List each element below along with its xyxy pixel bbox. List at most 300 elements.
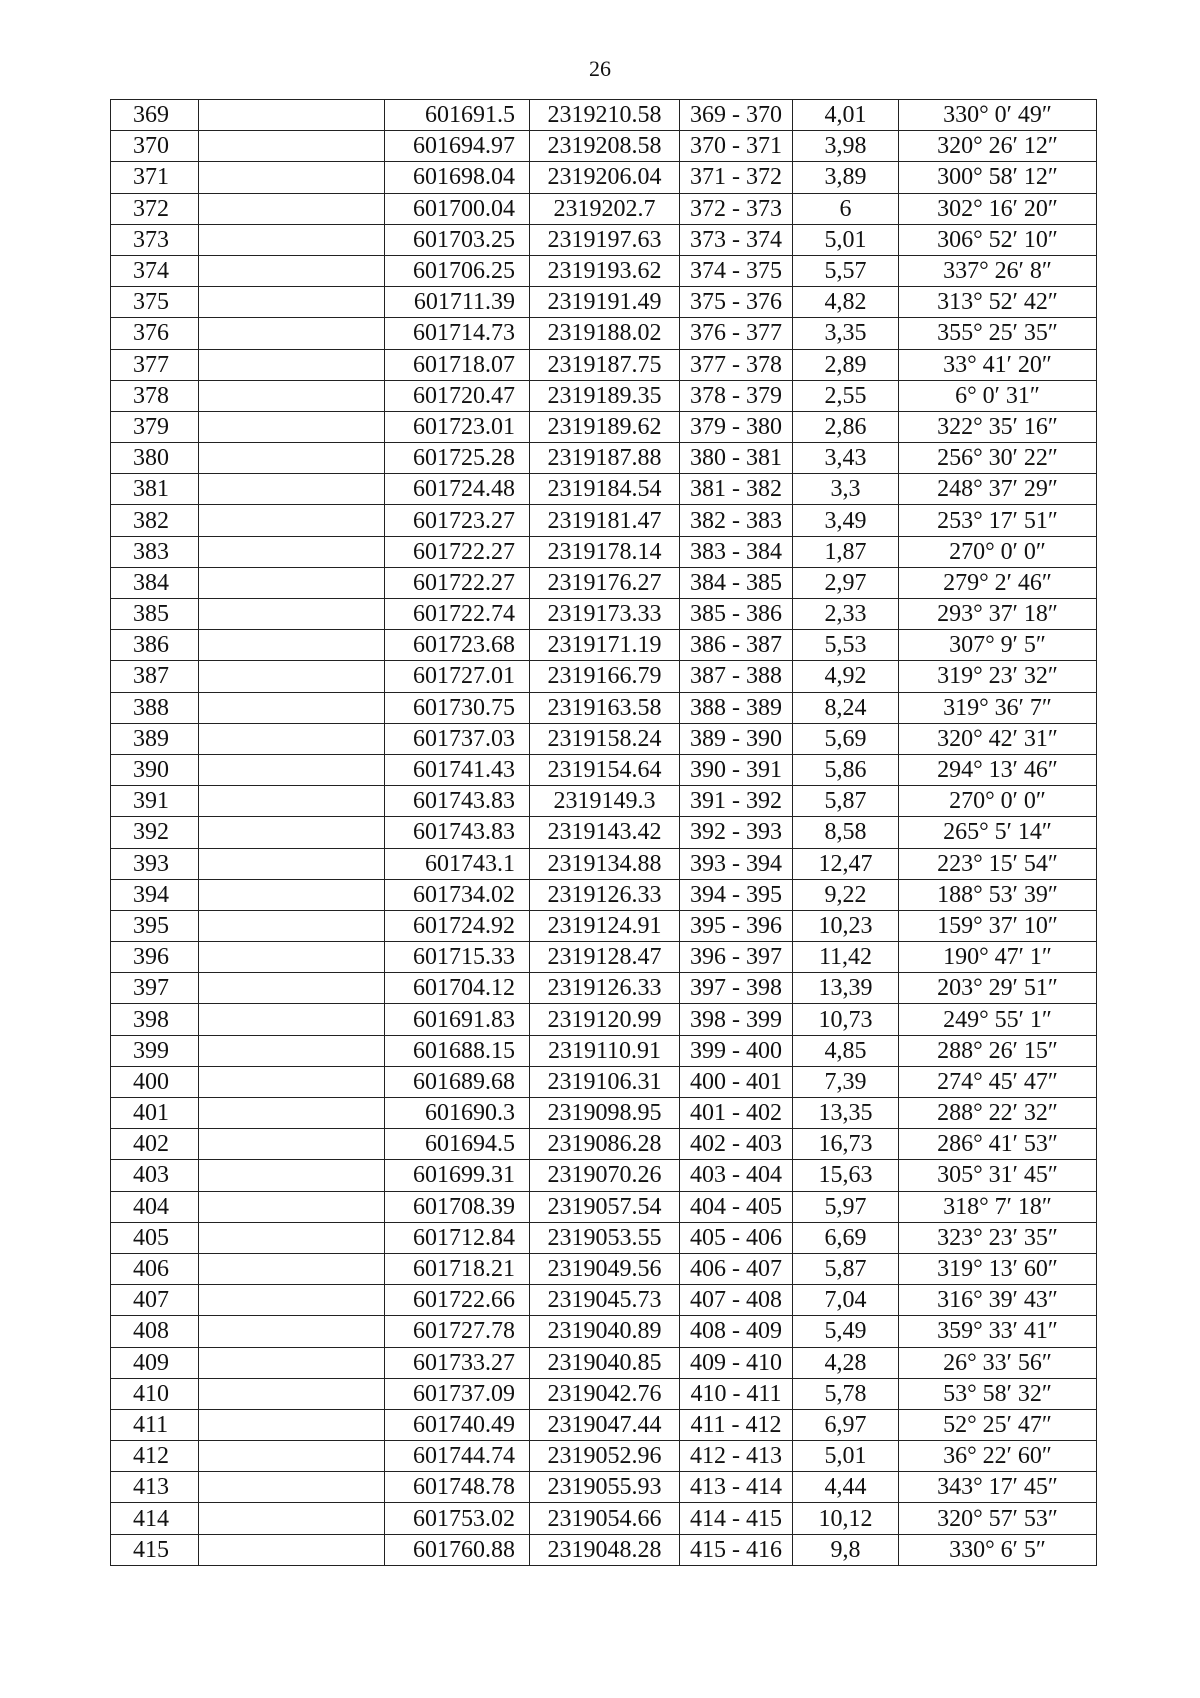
table-row (111, 1160, 1097, 1191)
cell-point-number: 402 (111, 1129, 199, 1160)
cell-segment: 373 - 374 (680, 224, 793, 255)
cell-point-number: 404 (111, 1191, 199, 1222)
cell-coord-x: 601689.68 (385, 1066, 530, 1097)
table-row (111, 599, 1097, 630)
cell-bearing: 26° 33′ 56″ (899, 1347, 1097, 1378)
cell-coord-y: 2319193.62 (530, 255, 680, 286)
cell-segment: 404 - 405 (680, 1191, 793, 1222)
cell-length: 13,35 (793, 1098, 899, 1129)
cell-length: 2,86 (793, 411, 899, 442)
cell-coord-y: 2319202.7 (530, 193, 680, 224)
cell-coord-y: 2319134.88 (530, 848, 680, 879)
cell-length: 8,58 (793, 817, 899, 848)
cell-bearing: 33° 41′ 20″ (899, 349, 1097, 380)
cell-coord-y: 2319173.33 (530, 599, 680, 630)
cell-length: 4,28 (793, 1347, 899, 1378)
cell-point-number: 412 (111, 1441, 199, 1472)
cell-point-blank (199, 505, 385, 536)
cell-segment: 369 - 370 (680, 100, 793, 131)
cell-coord-x: 601730.75 (385, 692, 530, 723)
cell-coord-x: 601733.27 (385, 1347, 530, 1378)
cell-point-blank (199, 1160, 385, 1191)
cell-coord-y: 2319206.04 (530, 162, 680, 193)
cell-coord-x: 601727.78 (385, 1316, 530, 1347)
cell-point-number: 400 (111, 1066, 199, 1097)
cell-bearing: 53° 58′ 32″ (899, 1378, 1097, 1409)
cell-coord-x: 601722.66 (385, 1285, 530, 1316)
cell-segment: 381 - 382 (680, 474, 793, 505)
table-row (111, 723, 1097, 754)
cell-point-blank (199, 224, 385, 255)
table-row (111, 1503, 1097, 1534)
table-row (111, 879, 1097, 910)
cell-bearing: 36° 22′ 60″ (899, 1441, 1097, 1472)
cell-coord-x: 601712.84 (385, 1222, 530, 1253)
cell-length: 7,04 (793, 1285, 899, 1316)
cell-length: 4,01 (793, 100, 899, 131)
cell-length: 1,87 (793, 536, 899, 567)
cell-coord-y: 2319048.28 (530, 1534, 680, 1565)
cell-segment: 409 - 410 (680, 1347, 793, 1378)
cell-length: 13,39 (793, 973, 899, 1004)
cell-length: 3,49 (793, 505, 899, 536)
cell-segment: 392 - 393 (680, 817, 793, 848)
cell-point-number: 383 (111, 536, 199, 567)
cell-coord-y: 2319042.76 (530, 1378, 680, 1409)
cell-point-blank (199, 255, 385, 286)
table-row (111, 1066, 1097, 1097)
table-row (111, 349, 1097, 380)
cell-bearing: 319° 36′ 7″ (899, 692, 1097, 723)
cell-length: 15,63 (793, 1160, 899, 1191)
cell-coord-y: 2319197.63 (530, 224, 680, 255)
cell-coord-y: 2319047.44 (530, 1409, 680, 1440)
table-body (111, 100, 1097, 1566)
cell-point-blank (199, 1503, 385, 1534)
cell-coord-y: 2319053.55 (530, 1222, 680, 1253)
cell-coord-x: 601748.78 (385, 1472, 530, 1503)
cell-point-number: 373 (111, 224, 199, 255)
cell-coord-y: 2319049.56 (530, 1253, 680, 1284)
cell-point-number: 386 (111, 630, 199, 661)
cell-coord-y: 2319166.79 (530, 661, 680, 692)
cell-point-blank (199, 567, 385, 598)
table-row (111, 910, 1097, 941)
cell-bearing: 319° 23′ 32″ (899, 661, 1097, 692)
cell-segment: 407 - 408 (680, 1285, 793, 1316)
cell-coord-y: 2319210.58 (530, 100, 680, 131)
cell-coord-y: 2319126.33 (530, 973, 680, 1004)
cell-length: 3,98 (793, 131, 899, 162)
cell-point-blank (199, 443, 385, 474)
cell-point-number: 385 (111, 599, 199, 630)
cell-point-number: 408 (111, 1316, 199, 1347)
table-row (111, 1534, 1097, 1565)
cell-segment: 403 - 404 (680, 1160, 793, 1191)
cell-length: 7,39 (793, 1066, 899, 1097)
cell-point-number: 379 (111, 411, 199, 442)
cell-segment: 375 - 376 (680, 287, 793, 318)
cell-coord-x: 601724.48 (385, 474, 530, 505)
cell-bearing: 294° 13′ 46″ (899, 754, 1097, 785)
cell-point-number: 388 (111, 692, 199, 723)
cell-coord-y: 2319045.73 (530, 1285, 680, 1316)
cell-coord-x: 601722.27 (385, 567, 530, 598)
cell-length: 5,78 (793, 1378, 899, 1409)
cell-length: 10,12 (793, 1503, 899, 1534)
cell-point-number: 380 (111, 443, 199, 474)
cell-point-blank (199, 599, 385, 630)
cell-coord-x: 601740.49 (385, 1409, 530, 1440)
cell-point-number: 409 (111, 1347, 199, 1378)
cell-point-number: 381 (111, 474, 199, 505)
cell-coord-y: 2319055.93 (530, 1472, 680, 1503)
cell-point-number: 410 (111, 1378, 199, 1409)
cell-coord-y: 2319158.24 (530, 723, 680, 754)
cell-coord-x: 601708.39 (385, 1191, 530, 1222)
table-row (111, 1347, 1097, 1378)
table-row (111, 505, 1097, 536)
cell-point-number: 377 (111, 349, 199, 380)
cell-point-number: 374 (111, 255, 199, 286)
cell-coord-x: 601706.25 (385, 255, 530, 286)
cell-length: 5,49 (793, 1316, 899, 1347)
cell-bearing: 323° 23′ 35″ (899, 1222, 1097, 1253)
cell-length: 3,43 (793, 443, 899, 474)
cell-length: 10,23 (793, 910, 899, 941)
cell-segment: 390 - 391 (680, 754, 793, 785)
cell-bearing: 223° 15′ 54″ (899, 848, 1097, 879)
cell-bearing: 359° 33′ 41″ (899, 1316, 1097, 1347)
cell-coord-x: 601725.28 (385, 443, 530, 474)
cell-coord-y: 2319189.35 (530, 380, 680, 411)
cell-bearing: 302° 16′ 20″ (899, 193, 1097, 224)
cell-length: 2,33 (793, 599, 899, 630)
cell-coord-x: 601718.07 (385, 349, 530, 380)
cell-segment: 379 - 380 (680, 411, 793, 442)
table-row (111, 630, 1097, 661)
table-row (111, 1004, 1097, 1035)
cell-point-blank (199, 661, 385, 692)
cell-point-number: 371 (111, 162, 199, 193)
cell-point-number: 405 (111, 1222, 199, 1253)
cell-bearing: 6° 0′ 31″ (899, 380, 1097, 411)
cell-coord-x: 601743.1 (385, 848, 530, 879)
cell-coord-x: 601737.03 (385, 723, 530, 754)
cell-segment: 382 - 383 (680, 505, 793, 536)
cell-coord-y: 2319110.91 (530, 1035, 680, 1066)
cell-segment: 384 - 385 (680, 567, 793, 598)
cell-coord-x: 601690.3 (385, 1098, 530, 1129)
cell-point-blank (199, 1066, 385, 1097)
cell-coord-x: 601723.27 (385, 505, 530, 536)
table-row (111, 474, 1097, 505)
cell-coord-x: 601743.83 (385, 817, 530, 848)
cell-length: 5,01 (793, 1441, 899, 1472)
cell-coord-y: 2319208.58 (530, 131, 680, 162)
cell-segment: 387 - 388 (680, 661, 793, 692)
table-row (111, 411, 1097, 442)
cell-segment: 398 - 399 (680, 1004, 793, 1035)
cell-point-blank (199, 1472, 385, 1503)
cell-segment: 388 - 389 (680, 692, 793, 723)
cell-segment: 395 - 396 (680, 910, 793, 941)
cell-point-number: 403 (111, 1160, 199, 1191)
cell-point-number: 394 (111, 879, 199, 910)
cell-segment: 389 - 390 (680, 723, 793, 754)
cell-point-blank (199, 942, 385, 973)
cell-coord-x: 601753.02 (385, 1503, 530, 1534)
cell-coord-x: 601723.01 (385, 411, 530, 442)
table-row (111, 942, 1097, 973)
cell-bearing: 248° 37′ 29″ (899, 474, 1097, 505)
cell-segment: 400 - 401 (680, 1066, 793, 1097)
table-row (111, 1035, 1097, 1066)
cell-point-number: 375 (111, 287, 199, 318)
cell-segment: 396 - 397 (680, 942, 793, 973)
table-row (111, 443, 1097, 474)
cell-segment: 413 - 414 (680, 1472, 793, 1503)
cell-point-number: 387 (111, 661, 199, 692)
cell-bearing: 320° 26′ 12″ (899, 131, 1097, 162)
cell-coord-x: 601691.5 (385, 100, 530, 131)
cell-coord-y: 2319181.47 (530, 505, 680, 536)
cell-point-blank (199, 536, 385, 567)
cell-point-number: 392 (111, 817, 199, 848)
cell-point-blank (199, 287, 385, 318)
table-row (111, 848, 1097, 879)
cell-coord-x: 601715.33 (385, 942, 530, 973)
table-row (111, 131, 1097, 162)
cell-point-blank (199, 630, 385, 661)
cell-point-number: 390 (111, 754, 199, 785)
cell-coord-y: 2319184.54 (530, 474, 680, 505)
cell-coord-x: 601711.39 (385, 287, 530, 318)
cell-bearing: 330° 0′ 49″ (899, 100, 1097, 131)
cell-coord-y: 2319057.54 (530, 1191, 680, 1222)
cell-coord-x: 601724.92 (385, 910, 530, 941)
cell-length: 5,53 (793, 630, 899, 661)
cell-segment: 399 - 400 (680, 1035, 793, 1066)
table-row (111, 1472, 1097, 1503)
cell-point-blank (199, 723, 385, 754)
cell-point-number: 414 (111, 1503, 199, 1534)
cell-coord-y: 2319052.96 (530, 1441, 680, 1472)
cell-point-blank (199, 1004, 385, 1035)
cell-coord-x: 601703.25 (385, 224, 530, 255)
table-row (111, 1378, 1097, 1409)
cell-length: 5,87 (793, 786, 899, 817)
cell-point-blank (199, 1409, 385, 1440)
cell-coord-y: 2319191.49 (530, 287, 680, 318)
cell-coord-x: 601714.73 (385, 318, 530, 349)
cell-coord-x: 601741.43 (385, 754, 530, 785)
cell-coord-y: 2319126.33 (530, 879, 680, 910)
cell-length: 4,92 (793, 661, 899, 692)
cell-length: 6,69 (793, 1222, 899, 1253)
table-row (111, 1409, 1097, 1440)
table-row (111, 100, 1097, 131)
cell-length: 2,55 (793, 380, 899, 411)
cell-point-number: 372 (111, 193, 199, 224)
cell-length: 16,73 (793, 1129, 899, 1160)
cell-length: 6 (793, 193, 899, 224)
cell-segment: 402 - 403 (680, 1129, 793, 1160)
cell-length: 5,97 (793, 1191, 899, 1222)
cell-segment: 397 - 398 (680, 973, 793, 1004)
cell-coord-x: 601737.09 (385, 1378, 530, 1409)
cell-segment: 412 - 413 (680, 1441, 793, 1472)
cell-bearing: 300° 58′ 12″ (899, 162, 1097, 193)
page-number: 26 (589, 56, 611, 81)
table-row (111, 1285, 1097, 1316)
cell-coord-x: 601691.83 (385, 1004, 530, 1035)
cell-point-number: 411 (111, 1409, 199, 1440)
cell-bearing: 355° 25′ 35″ (899, 318, 1097, 349)
coordinates-table (110, 99, 1097, 1566)
cell-point-blank (199, 193, 385, 224)
cell-bearing: 319° 13′ 60″ (899, 1253, 1097, 1284)
cell-point-blank (199, 1378, 385, 1409)
cell-bearing: 279° 2′ 46″ (899, 567, 1097, 598)
cell-bearing: 293° 37′ 18″ (899, 599, 1097, 630)
table-row (111, 1191, 1097, 1222)
cell-point-number: 413 (111, 1472, 199, 1503)
cell-bearing: 52° 25′ 47″ (899, 1409, 1097, 1440)
cell-length: 5,86 (793, 754, 899, 785)
cell-bearing: 288° 26′ 15″ (899, 1035, 1097, 1066)
cell-coord-y: 2319143.42 (530, 817, 680, 848)
cell-point-blank (199, 692, 385, 723)
cell-point-blank (199, 1191, 385, 1222)
cell-length: 4,82 (793, 287, 899, 318)
cell-coord-x: 601722.27 (385, 536, 530, 567)
table-row (111, 224, 1097, 255)
cell-coord-y: 2319124.91 (530, 910, 680, 941)
cell-bearing: 256° 30′ 22″ (899, 443, 1097, 474)
cell-coord-x: 601718.21 (385, 1253, 530, 1284)
cell-point-blank (199, 411, 385, 442)
cell-point-blank (199, 162, 385, 193)
cell-point-blank (199, 1347, 385, 1378)
cell-coord-y: 2319163.58 (530, 692, 680, 723)
cell-bearing: 274° 45′ 47″ (899, 1066, 1097, 1097)
cell-coord-x: 601688.15 (385, 1035, 530, 1066)
cell-segment: 376 - 377 (680, 318, 793, 349)
cell-point-blank (199, 1316, 385, 1347)
cell-segment: 405 - 406 (680, 1222, 793, 1253)
cell-length: 9,8 (793, 1534, 899, 1565)
table-row (111, 973, 1097, 1004)
cell-length: 5,87 (793, 1253, 899, 1284)
cell-coord-y: 2319120.99 (530, 1004, 680, 1035)
cell-point-blank (199, 349, 385, 380)
cell-coord-y: 2319086.28 (530, 1129, 680, 1160)
table-row (111, 661, 1097, 692)
cell-coord-y: 2319070.26 (530, 1160, 680, 1191)
cell-coord-y: 2319188.02 (530, 318, 680, 349)
table-row (111, 567, 1097, 598)
cell-point-blank (199, 754, 385, 785)
cell-point-blank (199, 100, 385, 131)
table-row (111, 193, 1097, 224)
cell-bearing: 322° 35′ 16″ (899, 411, 1097, 442)
cell-point-number: 370 (111, 131, 199, 162)
cell-point-blank (199, 318, 385, 349)
cell-bearing: 337° 26′ 8″ (899, 255, 1097, 286)
cell-coord-y: 2319171.19 (530, 630, 680, 661)
cell-segment: 401 - 402 (680, 1098, 793, 1129)
cell-point-number: 398 (111, 1004, 199, 1035)
cell-bearing: 305° 31′ 45″ (899, 1160, 1097, 1191)
cell-length: 10,73 (793, 1004, 899, 1035)
cell-point-blank (199, 848, 385, 879)
cell-coord-x: 601760.88 (385, 1534, 530, 1565)
cell-length: 8,24 (793, 692, 899, 723)
cell-bearing: 313° 52′ 42″ (899, 287, 1097, 318)
cell-coord-y: 2319178.14 (530, 536, 680, 567)
cell-length: 2,97 (793, 567, 899, 598)
cell-length: 3,3 (793, 474, 899, 505)
cell-coord-y: 2319128.47 (530, 942, 680, 973)
cell-point-blank (199, 786, 385, 817)
table-row (111, 1129, 1097, 1160)
cell-coord-x: 601694.97 (385, 131, 530, 162)
cell-point-number: 378 (111, 380, 199, 411)
cell-bearing: 320° 57′ 53″ (899, 1503, 1097, 1534)
cell-point-number: 415 (111, 1534, 199, 1565)
cell-coord-y: 2319054.66 (530, 1503, 680, 1534)
cell-length: 9,22 (793, 879, 899, 910)
cell-point-number: 407 (111, 1285, 199, 1316)
cell-length: 5,69 (793, 723, 899, 754)
cell-point-blank (199, 1129, 385, 1160)
cell-point-number: 384 (111, 567, 199, 598)
cell-length: 4,85 (793, 1035, 899, 1066)
cell-point-blank (199, 1253, 385, 1284)
cell-point-blank (199, 879, 385, 910)
table-row (111, 1098, 1097, 1129)
cell-coord-x: 601704.12 (385, 973, 530, 1004)
cell-point-blank (199, 973, 385, 1004)
cell-coord-x: 601727.01 (385, 661, 530, 692)
cell-coord-x: 601743.83 (385, 786, 530, 817)
cell-segment: 411 - 412 (680, 1409, 793, 1440)
cell-segment: 386 - 387 (680, 630, 793, 661)
cell-point-blank (199, 910, 385, 941)
cell-bearing: 265° 5′ 14″ (899, 817, 1097, 848)
cell-point-number: 406 (111, 1253, 199, 1284)
cell-point-number: 369 (111, 100, 199, 131)
cell-bearing: 288° 22′ 32″ (899, 1098, 1097, 1129)
cell-segment: 383 - 384 (680, 536, 793, 567)
cell-point-blank (199, 380, 385, 411)
table-row (111, 817, 1097, 848)
cell-length: 4,44 (793, 1472, 899, 1503)
cell-point-blank (199, 1534, 385, 1565)
cell-point-number: 393 (111, 848, 199, 879)
cell-segment: 380 - 381 (680, 443, 793, 474)
cell-bearing: 249° 55′ 1″ (899, 1004, 1097, 1035)
cell-coord-y: 2319189.62 (530, 411, 680, 442)
cell-coord-y: 2319040.89 (530, 1316, 680, 1347)
cell-length: 3,35 (793, 318, 899, 349)
cell-segment: 378 - 379 (680, 380, 793, 411)
cell-point-number: 389 (111, 723, 199, 754)
cell-coord-x: 601723.68 (385, 630, 530, 661)
table-row (111, 536, 1097, 567)
table-row (111, 1316, 1097, 1347)
